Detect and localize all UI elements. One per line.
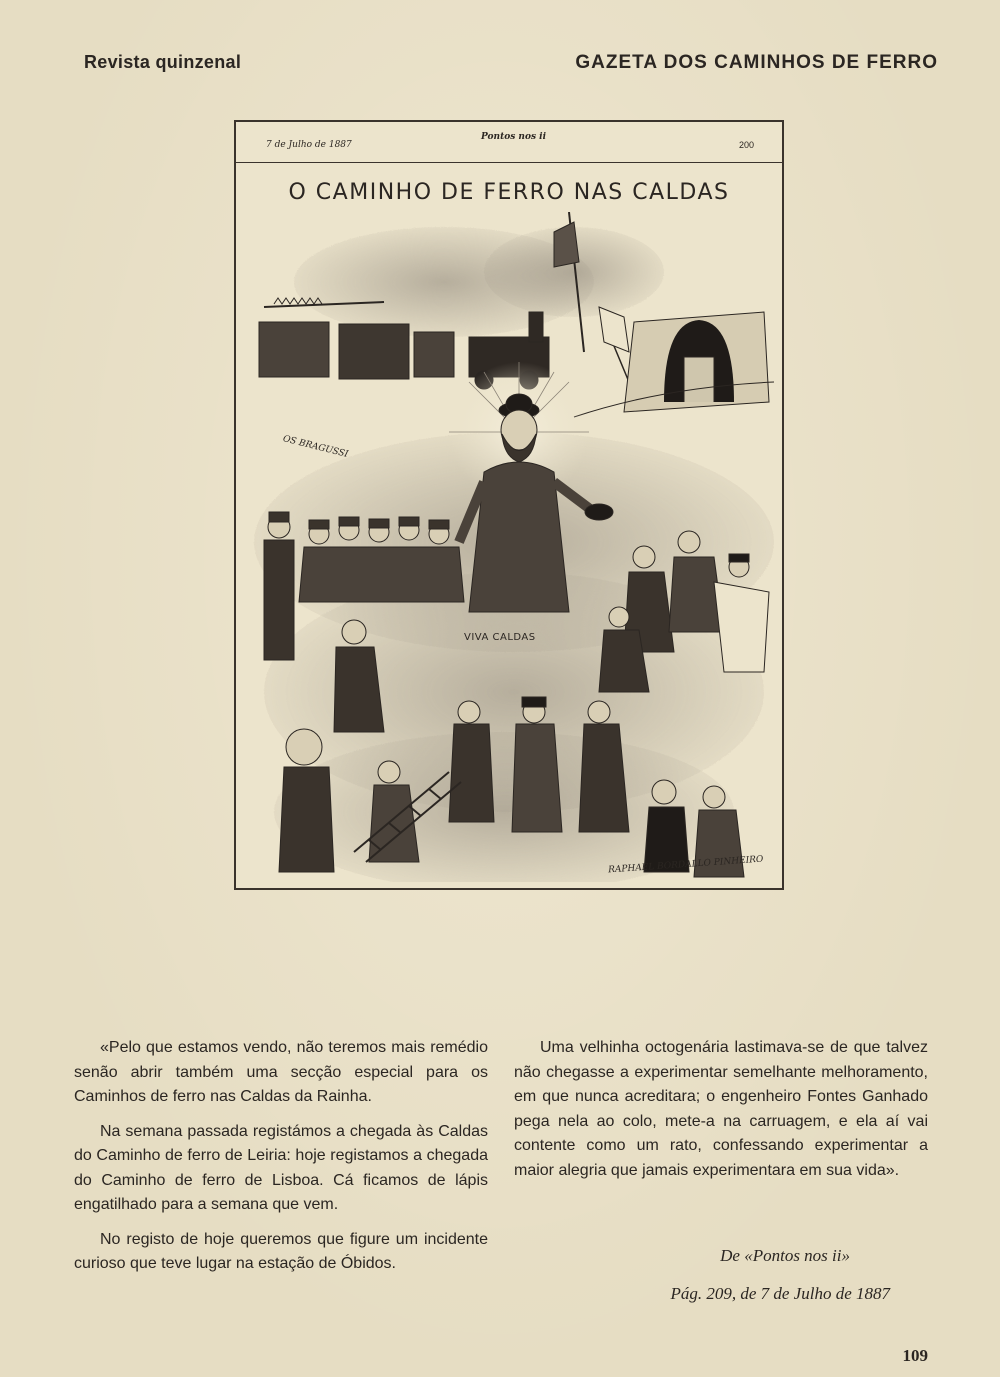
illustration-title: O CAMINHO DE FERRO NAS CALDAS [288, 180, 730, 205]
illustration-date-line: 7 de Julho de 1887 [266, 140, 352, 150]
body-paragraph: Na semana passada registámos a chegada às Caldas do Caminho de ferro de Leiria: hoje registamos a chegada do Caminho de ferro de Lisboa. Cá ficamos de lápis engatilhado para a semana que vem. [74, 1122, 488, 1213]
body-paragraph: «Pelo que estamos vendo, não teremos mais remédio senão abrir também uma secção especial para os Caminhos de ferro nas Caldas da Rainha. [74, 1039, 488, 1105]
page-number: 109 [902, 1346, 928, 1365]
illustration-masthead: Pontos nos ii [481, 132, 547, 142]
body-paragraph: Uma velhinha octogenária lastimava-se de que talvez não chegasse a experimentar semelhante melhoramento, em que nunca acreditara; o engenheiro Fontes Ganhado pega nela ao colo, mete-a na carruagem, e ela aí vai contente como um rato, confessando experimentar a maior alegria que jamais experimentara em sua vida». [514, 1039, 928, 1179]
running-header-right: GAZETA DOS CAMINHOS DE FERRO [575, 52, 938, 73]
source-citation: Pág. 209, de 7 de Julho de 1887 [670, 1284, 890, 1303]
running-header-left: Revista quinzenal [84, 52, 242, 72]
illustration-header-rule [236, 162, 782, 163]
left-column [74, 1036, 488, 1287]
illustration-issue-number: 200 [738, 140, 754, 150]
body-paragraph: No registo de hoje queremos que figure um incidente curioso que teve lugar na estação de Óbidos. [74, 1230, 488, 1272]
artist-signature: RAPHAEL BORDALLO PINHEIRO [608, 854, 765, 876]
cartoon-illustration [234, 120, 784, 890]
cartoon-drawing [244, 212, 774, 882]
caption-brigades: OS BRAGUSSI [281, 434, 350, 460]
caption-viva-caldas: VIVA CALDAS [464, 632, 536, 643]
right-column [514, 1036, 928, 1193]
source-attribution: De «Pontos nos ii» [720, 1246, 850, 1265]
